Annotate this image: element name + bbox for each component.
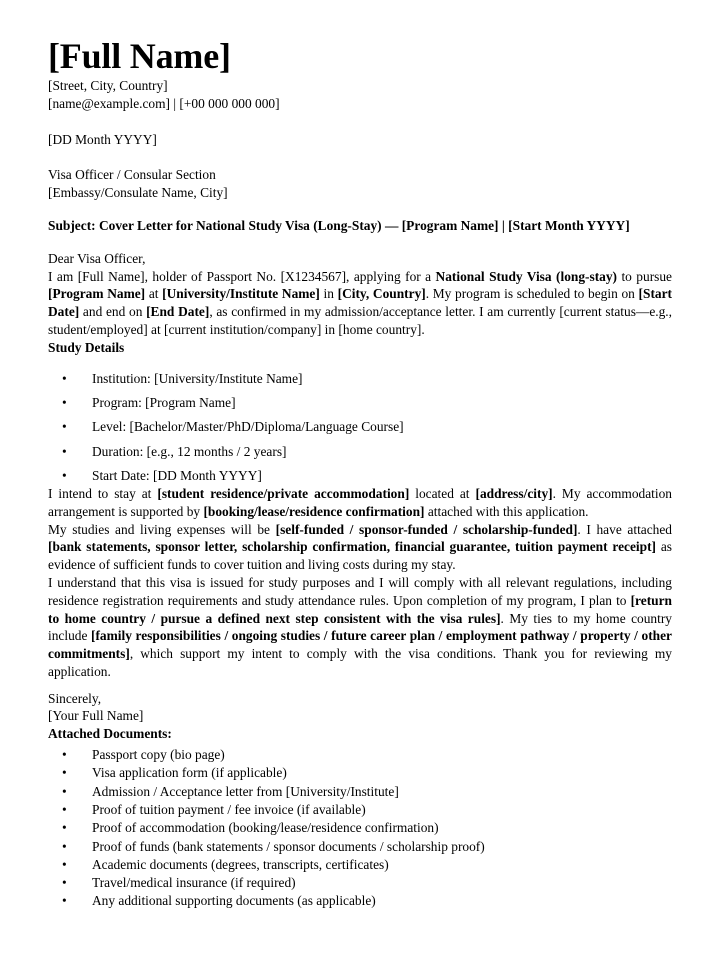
bold-text-run: [booking/lease/residence confirmation] bbox=[203, 503, 425, 519]
sender-name: [Full Name] bbox=[48, 36, 231, 76]
text-run: . My ties to my home country include bbox=[48, 610, 672, 644]
bullet-icon: • bbox=[62, 468, 67, 484]
bold-text-run: [family responsibilities / ongoing studies / future career plan / employment pathway / property / other commitments] bbox=[48, 628, 672, 662]
list-item bbox=[48, 874, 672, 892]
attachments-heading: Attached Documents: bbox=[48, 726, 172, 742]
bullet-icon: • bbox=[62, 875, 67, 891]
list-item-text: Any additional supporting documents (as applicable) bbox=[92, 893, 376, 909]
bullet-icon: • bbox=[62, 394, 67, 410]
bullet-icon: • bbox=[62, 838, 67, 854]
list-item bbox=[48, 764, 672, 782]
study-details-heading: Study Details bbox=[48, 339, 125, 355]
list-item bbox=[48, 443, 672, 461]
intro-paragraph bbox=[48, 268, 672, 339]
text-run: . My program is scheduled to begin on bbox=[425, 286, 639, 302]
bullet-icon: • bbox=[62, 765, 67, 781]
text-run: . I have attached bbox=[577, 521, 673, 537]
sender-info bbox=[48, 77, 672, 113]
text-run: , as confirmed in my admission/acceptance letter. I am currently [current status—e.g., student/employed] at [current institution/company] in [home country]. bbox=[48, 304, 672, 337]
bold-text-run: [Program Name] bbox=[48, 286, 146, 302]
list-item-text: Level: [Bachelor/Master/PhD/Diploma/Language Course] bbox=[92, 419, 404, 435]
bullet-icon: • bbox=[62, 801, 67, 817]
list-item-text: Institution: [University/Institute Name] bbox=[92, 370, 303, 386]
list-item bbox=[48, 467, 672, 485]
text-run: located at bbox=[409, 485, 476, 501]
list-item bbox=[48, 801, 672, 819]
valediction: Sincerely, bbox=[48, 690, 102, 706]
accommodation-paragraph bbox=[48, 485, 672, 521]
list-item bbox=[48, 819, 672, 837]
list-item bbox=[48, 892, 672, 910]
list-item-text: Proof of tuition payment / fee invoice (if available) bbox=[92, 801, 366, 817]
attachments-list bbox=[48, 746, 672, 910]
compliance-paragraph bbox=[48, 574, 672, 681]
subject-line: Subject: Cover Letter for National Study Visa (Long-Stay) — [Program Name] | [Start Month YYYY] bbox=[48, 217, 630, 233]
bullet-icon: • bbox=[62, 783, 67, 799]
list-item-text: Passport copy (bio page) bbox=[92, 747, 225, 763]
letter-date: [DD Month YYYY] bbox=[48, 131, 157, 147]
bold-text-run: [return to home country / pursue a defined next step consistent with the visa rules] bbox=[48, 592, 672, 626]
bullet-icon: • bbox=[62, 443, 67, 459]
sender-contact: [name@example.com] | [+00 000 000 000] bbox=[48, 95, 280, 111]
text-run: I intend to stay at bbox=[48, 485, 158, 501]
bold-text-run: [End Date] bbox=[146, 304, 210, 320]
list-item-text: Proof of funds (bank statements / sponsor documents / scholarship proof) bbox=[92, 838, 485, 854]
list-item-text: Admission / Acceptance letter from [University/Institute] bbox=[92, 783, 399, 799]
text-run: My studies and living expenses will be bbox=[48, 521, 276, 537]
list-item-text: Program: [Program Name] bbox=[92, 394, 236, 410]
bold-text-run: [self-funded / sponsor-funded / scholarship-funded] bbox=[275, 521, 578, 537]
list-item bbox=[48, 746, 672, 764]
text-run: at bbox=[145, 286, 163, 302]
list-item-text: Travel/medical insurance (if required) bbox=[92, 875, 296, 891]
bullet-icon: • bbox=[62, 370, 67, 386]
bold-text-run: [student residence/private accommodation] bbox=[157, 485, 410, 501]
study-details-list bbox=[48, 370, 672, 485]
text-run: and end on bbox=[79, 304, 147, 320]
text-run: . My accommodation arrangement is supported by bbox=[48, 485, 672, 519]
bold-text-run: [bank statements, sponsor letter, scholarship confirmation, financial guarantee, tuition payment receipt] bbox=[48, 539, 657, 555]
text-run: to pursue bbox=[617, 268, 673, 284]
text-run: attached with this application. bbox=[424, 503, 589, 519]
list-item-text: Academic documents (degrees, transcripts, certificates) bbox=[92, 856, 389, 872]
closing-block bbox=[48, 690, 672, 726]
list-item-text: Start Date: [DD Month YYYY] bbox=[92, 468, 262, 484]
text-run: I understand that this visa is issued for study purposes and I will comply with all relevant regulations, including residence registration requirements and study attendance rules. Upon completion of my program, I plan to bbox=[48, 574, 672, 608]
signature-name: [Your Full Name] bbox=[48, 708, 144, 724]
list-item bbox=[48, 370, 672, 388]
bold-text-run: [address/city] bbox=[475, 485, 553, 501]
list-item-text: Duration: [e.g., 12 months / 2 years] bbox=[92, 443, 287, 459]
list-item bbox=[48, 783, 672, 801]
text-run: I am [Full Name], holder of Passport No. [X1234567], applying for a bbox=[48, 268, 436, 284]
bullet-icon: • bbox=[62, 747, 67, 763]
salutation: Dear Visa Officer, bbox=[48, 250, 146, 266]
sender-address: [Street, City, Country] bbox=[48, 78, 168, 93]
bold-text-run: [City, Country] bbox=[337, 286, 426, 302]
bold-text-run: National Study Visa (long-stay) bbox=[435, 268, 618, 284]
list-item-text: Visa application form (if applicable) bbox=[92, 765, 287, 781]
bullet-icon: • bbox=[62, 893, 67, 909]
recipient-block bbox=[48, 166, 672, 202]
list-item bbox=[48, 394, 672, 412]
list-item bbox=[48, 418, 672, 436]
bold-text-run: [University/Institute Name] bbox=[162, 286, 320, 302]
text-run: , which support my intent to comply with the visa conditions. Thank you for reviewing my application. bbox=[48, 646, 672, 679]
bullet-icon: • bbox=[62, 820, 67, 836]
recipient-title: Visa Officer / Consular Section bbox=[48, 167, 216, 183]
recipient-embassy: [Embassy/Consulate Name, City] bbox=[48, 185, 228, 201]
text-run: as evidence of sufficient funds to cover tuition and living costs during my stay. bbox=[48, 539, 672, 573]
funding-paragraph bbox=[48, 521, 672, 574]
bold-text-run: [Start Date] bbox=[48, 286, 673, 320]
list-item bbox=[48, 838, 672, 856]
bullet-icon: • bbox=[62, 856, 67, 872]
list-item-text: Proof of accommodation (booking/lease/residence confirmation) bbox=[92, 820, 439, 836]
list-item bbox=[48, 856, 672, 874]
text-run: in bbox=[319, 286, 338, 302]
bullet-icon: • bbox=[62, 419, 67, 435]
